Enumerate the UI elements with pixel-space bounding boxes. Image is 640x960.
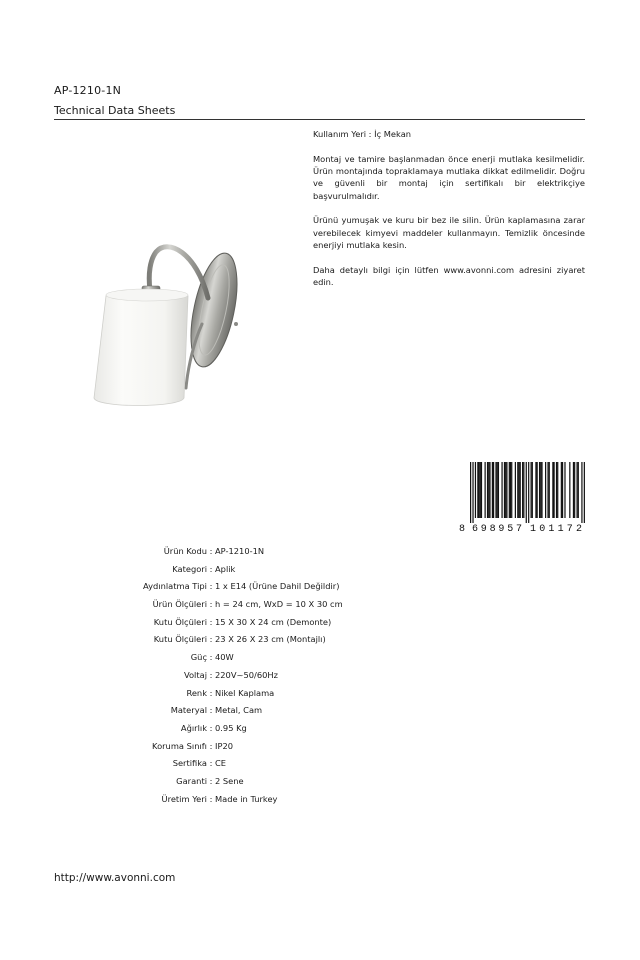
barcode-bar bbox=[475, 462, 476, 518]
barcode-bar bbox=[539, 462, 540, 518]
spec-separator: : bbox=[209, 793, 213, 804]
spec-row bbox=[60, 633, 343, 651]
spec-row bbox=[60, 563, 343, 581]
barcode-bar bbox=[578, 462, 579, 518]
barcode-bar bbox=[472, 462, 473, 523]
spec-separator: : bbox=[209, 563, 213, 574]
spec-value: 1 x E14 (Ürüne Dahil Değildir) bbox=[215, 581, 340, 592]
barcode-bar bbox=[553, 462, 554, 518]
barcode-bars bbox=[470, 462, 585, 523]
spec-table bbox=[60, 545, 343, 810]
barcode-bar bbox=[528, 462, 529, 523]
spec-separator: : bbox=[209, 758, 213, 769]
spec-separator: : bbox=[209, 687, 213, 698]
spec-label: Ürün Kodu bbox=[163, 546, 207, 556]
barcode-bar bbox=[510, 462, 511, 518]
spec-label: Kutu Ölçüleri bbox=[153, 616, 207, 627]
barcode-bar bbox=[478, 462, 479, 518]
spec-row bbox=[60, 598, 343, 616]
spec-label: Güç bbox=[190, 652, 207, 663]
barcode bbox=[458, 461, 586, 533]
spec-row bbox=[60, 651, 343, 669]
barcode-bar bbox=[481, 462, 482, 518]
spec-row bbox=[60, 545, 343, 563]
spec-value: AP-1210-1N bbox=[215, 546, 265, 556]
spec-separator: : bbox=[209, 599, 213, 610]
barcode-left-digits: 698957 bbox=[472, 524, 522, 533]
usage-line: Kullanım Yeri : İç Mekan bbox=[313, 129, 412, 139]
spec-row bbox=[60, 687, 343, 705]
barcode-bar bbox=[487, 462, 488, 518]
page-subtitle: Technical Data Sheets bbox=[54, 104, 176, 117]
spec-label: Ürün Ölçüleri bbox=[152, 599, 207, 610]
barcode-bar bbox=[545, 462, 546, 518]
info-paragraph-cleaning: Ürünü yumuşak ve kuru bir bez ile silin. Ürün kaplamasına zarar verebilecek kimyevi maddeler kullanmayın. Temizlik öncesinde enerjiyi mutlaka kesin. bbox=[313, 215, 585, 251]
info-block bbox=[313, 128, 585, 301]
spec-separator: : bbox=[209, 722, 213, 733]
barcode-bar bbox=[569, 462, 570, 518]
barcode-bar bbox=[552, 462, 553, 518]
barcode-bar bbox=[520, 462, 521, 518]
barcode-bar bbox=[511, 462, 512, 518]
glass-shade bbox=[94, 290, 188, 406]
barcode-bar bbox=[540, 462, 541, 518]
barcode-bar bbox=[522, 462, 523, 518]
barcode-bar bbox=[584, 462, 585, 523]
spec-value: Made in Turkey bbox=[215, 793, 278, 804]
barcode-bar bbox=[561, 462, 562, 518]
spec-label: Renk bbox=[186, 687, 207, 698]
barcode-right-digits: 101172 bbox=[530, 524, 582, 533]
product-code-title: AP-1210-1N bbox=[54, 84, 122, 97]
spec-separator: : bbox=[209, 616, 213, 627]
spec-value: 0.95 Kg bbox=[215, 722, 247, 733]
spec-separator: : bbox=[209, 652, 213, 663]
barcode-bar bbox=[526, 462, 527, 523]
barcode-bar bbox=[497, 462, 498, 518]
barcode-bar bbox=[517, 462, 518, 518]
barcode-bar bbox=[523, 462, 524, 518]
barcode-bar bbox=[518, 462, 519, 518]
spec-separator: : bbox=[209, 775, 213, 786]
spec-label: Koruma Sınıfı bbox=[152, 740, 207, 751]
barcode-bar bbox=[505, 462, 506, 518]
barcode-bar bbox=[493, 462, 494, 518]
spec-label: Materyal bbox=[170, 705, 207, 716]
barcode-bar bbox=[495, 462, 496, 518]
barcode-bar bbox=[557, 462, 558, 518]
spec-row bbox=[60, 616, 343, 634]
barcode-bar bbox=[574, 462, 575, 518]
barcode-bar bbox=[498, 462, 499, 518]
barcode-bar bbox=[515, 462, 516, 518]
spec-label: Sertifika bbox=[172, 758, 207, 769]
spec-row bbox=[60, 775, 343, 793]
spec-row bbox=[60, 704, 343, 722]
spec-value: 2 Sene bbox=[215, 775, 244, 786]
spec-value: Metal, Cam bbox=[215, 705, 263, 716]
spec-label: Kutu Ölçüleri bbox=[153, 634, 207, 645]
barcode-bar bbox=[541, 462, 542, 518]
spec-value: 15 X 30 X 24 cm (Demonte) bbox=[215, 616, 332, 627]
info-paragraph-website: Daha detaylı bilgi için lütfen www.avonni.com adresini ziyaret edin. bbox=[313, 264, 585, 288]
barcode-bar bbox=[506, 462, 507, 518]
header-divider bbox=[54, 119, 585, 120]
spec-value: 23 X 26 X 23 cm (Montajlı) bbox=[215, 634, 326, 645]
barcode-bar bbox=[581, 462, 582, 523]
spec-label: Ağırlık bbox=[180, 722, 207, 733]
spec-label: Aydınlatma Tipi bbox=[143, 581, 207, 592]
barcode-bar bbox=[501, 462, 502, 518]
spec-value: h = 24 cm, WxD = 10 X 30 cm bbox=[215, 599, 343, 610]
barcode-bar bbox=[488, 462, 489, 518]
spec-row bbox=[60, 722, 343, 740]
barcode-first-digit: 8 bbox=[459, 524, 466, 533]
spec-separator: : bbox=[209, 634, 213, 645]
barcode-bar bbox=[485, 462, 486, 518]
spec-row bbox=[60, 793, 343, 811]
spec-label: Voltaj bbox=[183, 669, 207, 680]
barcode-bar bbox=[509, 462, 510, 518]
barcode-bar bbox=[504, 462, 505, 518]
spec-value: Nikel Kaplama bbox=[215, 687, 275, 698]
barcode-bar bbox=[573, 462, 574, 518]
spec-separator: : bbox=[209, 581, 213, 592]
spec-value: CE bbox=[215, 758, 227, 769]
barcode-bar bbox=[531, 462, 532, 518]
barcode-bar bbox=[489, 462, 490, 518]
spec-separator: : bbox=[209, 705, 213, 716]
spec-value: Aplik bbox=[215, 563, 236, 574]
barcode-bar bbox=[480, 462, 481, 518]
barcode-bar bbox=[576, 462, 577, 518]
barcode-bar bbox=[532, 462, 533, 518]
barcode-bar bbox=[492, 462, 493, 518]
barcode-bar bbox=[556, 462, 557, 518]
barcode-bar bbox=[470, 462, 471, 523]
barcode-bar bbox=[537, 462, 538, 518]
footer-url: http://www.avonni.com bbox=[54, 872, 176, 884]
spec-separator: : bbox=[209, 740, 213, 751]
barcode-bar bbox=[562, 462, 563, 518]
info-paragraph-safety: Montaj ve tamire başlanmadan önce enerji mutlaka kesilmelidir. Ürün montajında topraklamaya mutlaka dikkat edilmelidir. Doğru ve güvenli bir montaj için sertifikalı bir elektrikçiye başvurulmalıdır. bbox=[313, 153, 585, 201]
spec-row bbox=[60, 580, 343, 598]
spec-value: IP20 bbox=[215, 740, 234, 751]
spec-value: 40W bbox=[215, 652, 234, 663]
spec-separator: : bbox=[209, 546, 213, 556]
barcode-bar bbox=[477, 462, 478, 518]
spec-value: 220V~50/60Hz bbox=[215, 669, 278, 680]
barcode-bar bbox=[535, 462, 536, 518]
spec-separator: : bbox=[209, 669, 213, 680]
spec-row bbox=[60, 757, 343, 775]
barcode-bar bbox=[549, 462, 550, 518]
spec-label: Kategori bbox=[172, 563, 207, 574]
product-image bbox=[90, 238, 248, 408]
spec-row bbox=[60, 740, 343, 758]
barcode-bar bbox=[547, 462, 548, 518]
barcode-bar bbox=[564, 462, 565, 518]
spec-label: Garanti bbox=[176, 775, 207, 786]
spec-row bbox=[60, 669, 343, 687]
spec-label: Üretim Yeri bbox=[161, 793, 207, 804]
